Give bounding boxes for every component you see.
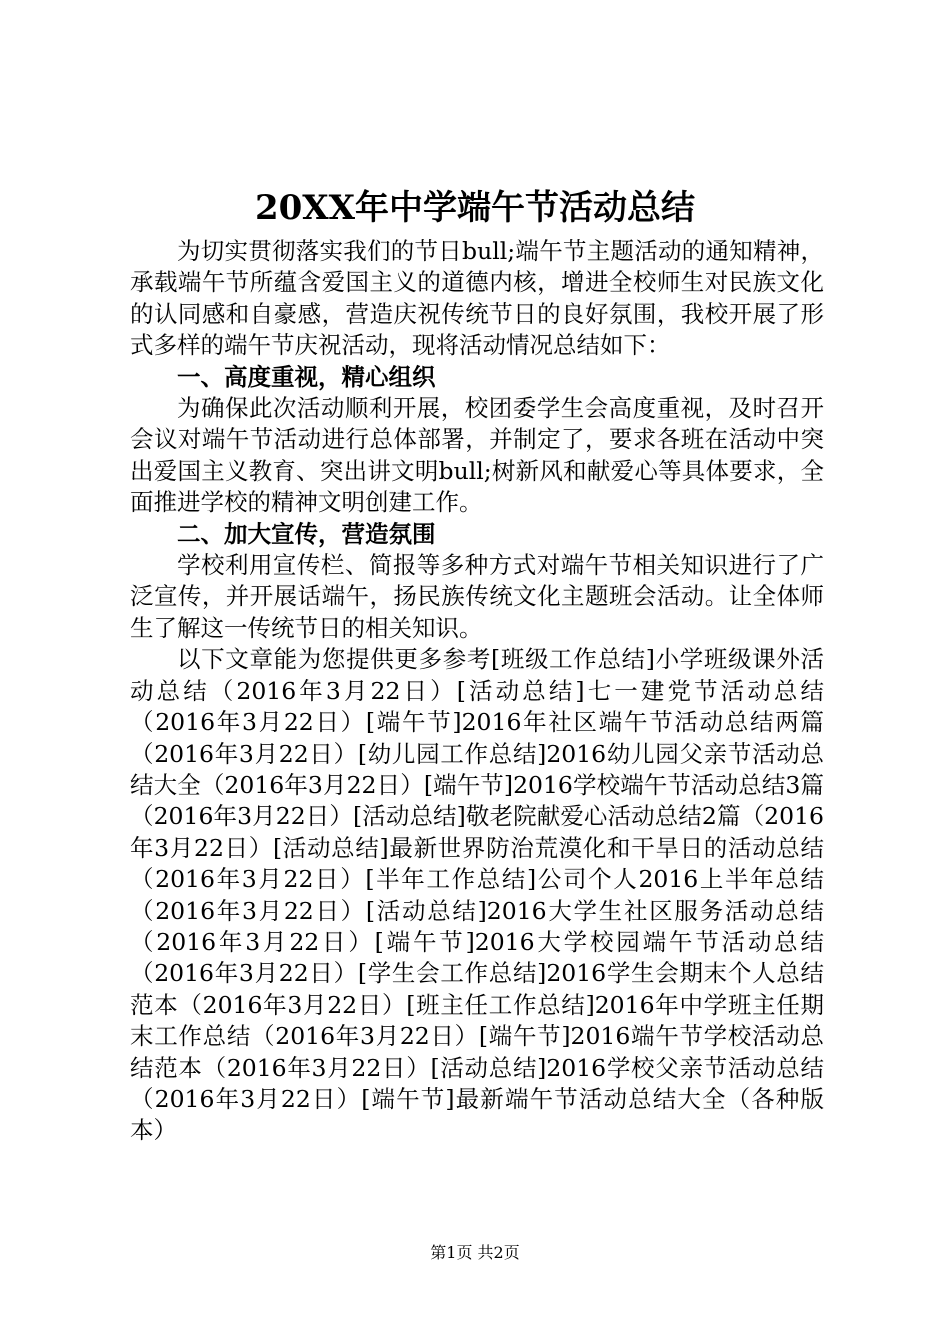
section-heading-2: 二、加大宣传，营造氛围 [177, 519, 436, 548]
section-heading-1: 一、高度重视，精心组织 [177, 362, 436, 391]
intro-paragraph: 为切实贯彻落实我们的节日bull;端午节主题活动的通知精神，承载端午节所蕴含爱国主义的道德内核，增进全校师生对民族文化的认同感和自豪感，营造庆祝传统节日的良好氛围，我校开展了形式多样的端午节庆祝活动，现将活动情况总结如下： [130, 237, 824, 360]
document-body [130, 236, 824, 1147]
document-title: 20XX年中学端午节活动总结 [254, 188, 696, 228]
page-number-footer: 第1页 共2页 [430, 1243, 520, 1262]
related-articles-paragraph: 以下文章能为您提供更多参考[班级工作总结]小学班级课外活动总结（2016年3月22日）[活动总结]七一建党节活动总结（2016年3月22日）[端午节]2016年社区端午节活动总结两篇（2016年3月22日）[幼儿园工作总结]2016幼儿园父亲节活动总结大全（2016年3月22日）[端午节]2016学校端午节活动总结3篇（2016年3月22日）[活动总结]敬老院献爱心活动总结2篇（2016年3月22日）[活动总结]最新世界防治荒漠化和干旱日的活动总结（2016年3月22日）[半年工作总结]公司个人2016上半年总结（2016年3月22日）[活动总结]2016大学生社区服务活动总结（2016年3月22日）[端午节]2016大学校园端午节活动总结（2016年3月22日）[学生会工作总结]2016学生会期末个人总结范本（2016年3月22日）[班主任工作总结]2016年中学班主任期末工作总结（2016年3月22日）[端午节]2016端午节学校活动总结范本（2016年3月22日）[活动总结]2016学校父亲节活动总结（2016年3月22日）[端午节]最新端午节活动总结大全（各种版本） [130, 645, 824, 1145]
section-paragraph-2: 学校利用宣传栏、简报等多种方式对端午节相关知识进行了广泛宣传，并开展话端午，扬民族传统文化主题班会活动。让全体师生了解这一传统节日的相关知识。 [130, 551, 824, 642]
section-paragraph-1: 为确保此次活动顺利开展，校团委学生会高度重视，及时召开会议对端午节活动进行总体部署，并制定了，要求各班在活动中突出爱国主义教育、突出讲文明bull;树新风和献爱心等具体要求，全面推进学校的精神文明创建工作。 [130, 394, 824, 517]
